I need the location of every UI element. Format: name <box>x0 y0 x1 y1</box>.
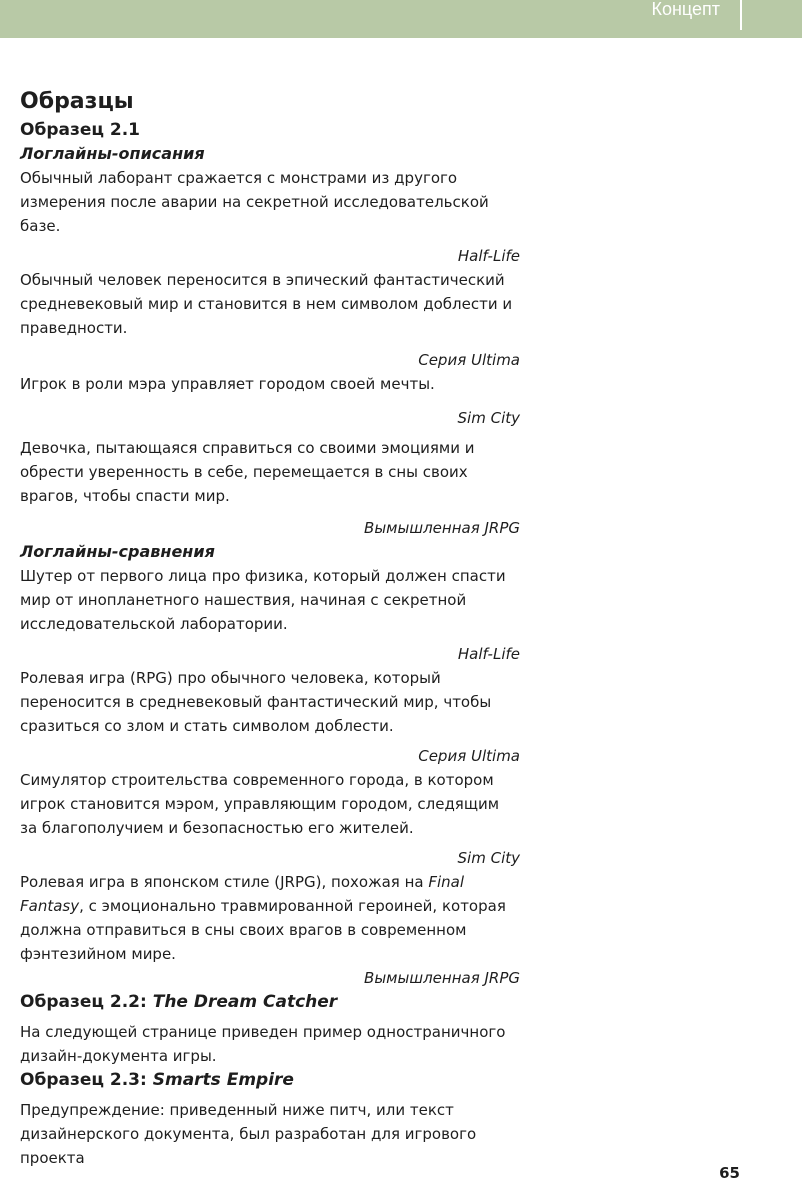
logline-source: Серия Ultima <box>418 747 520 765</box>
logline-text-part: , с эмоционально травмированной героиней, которая должна отправиться в сны своих врагов в современном фэнтезийном мире. <box>20 897 506 963</box>
logline-source: Серия Ultima <box>418 351 520 369</box>
logline-source: Half-Life <box>457 247 520 265</box>
logline-source: Sim City <box>457 849 520 867</box>
logline-text <box>20 870 520 966</box>
sample-title-name: Smarts Empire <box>152 1070 294 1090</box>
sample-2-3-text: Предупреждение: приведенный ниже питч, или текст дизайнерского документа, был разработан для игрового проекта <box>20 1101 477 1167</box>
logline-text: Шутер от первого лица про физика, который должен спасти мир от инопланетного нашествия, начиная с секретной исследовательской лаборатории. <box>20 567 506 633</box>
logline-text: Обычный человек переносится в эпический фантастический средневековый мир и становится в нем символом доблести и праведности. <box>20 271 513 337</box>
sample-2-3-title <box>20 1068 520 1092</box>
logline-source: Half-Life <box>457 645 520 663</box>
loglines-comparisons-title: Логлайны-сравнения <box>20 542 215 561</box>
page-content <box>20 86 520 1170</box>
chapter-label: Концепт <box>651 0 720 19</box>
header-band <box>0 0 802 38</box>
sample-2-2-title <box>20 990 520 1014</box>
logline-source: Sim City <box>457 409 520 427</box>
logline-text: Девочка, пытающаяся справиться со своими эмоциями и обрести уверенность в себе, перемещается в сны своих врагов, чтобы спасти мир. <box>20 439 475 505</box>
logline-source: Вымышленная JRPG <box>364 969 520 987</box>
sample-2-1-title: Образец 2.1 <box>20 120 141 140</box>
logline-text: Обычный лаборант сражается с монстрами из другого измерения после аварии на секретной исследовательской базе. <box>20 169 489 235</box>
page-number: 65 <box>719 1164 740 1182</box>
header-divider <box>740 0 742 30</box>
sample-title-name: The Dream Catcher <box>152 992 338 1012</box>
game-title-italic: Final Fantasy <box>20 873 465 915</box>
logline-text-part: Ролевая игра в японском стиле (JRPG), похожая на <box>20 873 429 891</box>
sample-title-prefix: Образец 2.3: <box>20 1070 153 1090</box>
logline-text: Ролевая игра (RPG) про обычного человека, который переносится в средневековый фантастический мир, чтобы сразиться со злом и стать символом доблести. <box>20 669 492 735</box>
logline-source: Вымышленная JRPG <box>364 519 520 537</box>
sample-2-2-text: На следующей странице приведен пример одностраничного дизайн-документа игры. <box>20 1023 506 1065</box>
loglines-descriptions-title: Логлайны-описания <box>20 144 205 163</box>
logline-text: Симулятор строительства современного города, в котором игрок становится мэром, управляющим городом, следящим за благополучием и безопасностью его жителей. <box>20 771 500 837</box>
section-title: Образцы <box>20 89 134 114</box>
sample-title-prefix: Образец 2.2: <box>20 992 153 1012</box>
logline-text: Игрок в роли мэра управляет городом своей мечты. <box>20 375 435 393</box>
